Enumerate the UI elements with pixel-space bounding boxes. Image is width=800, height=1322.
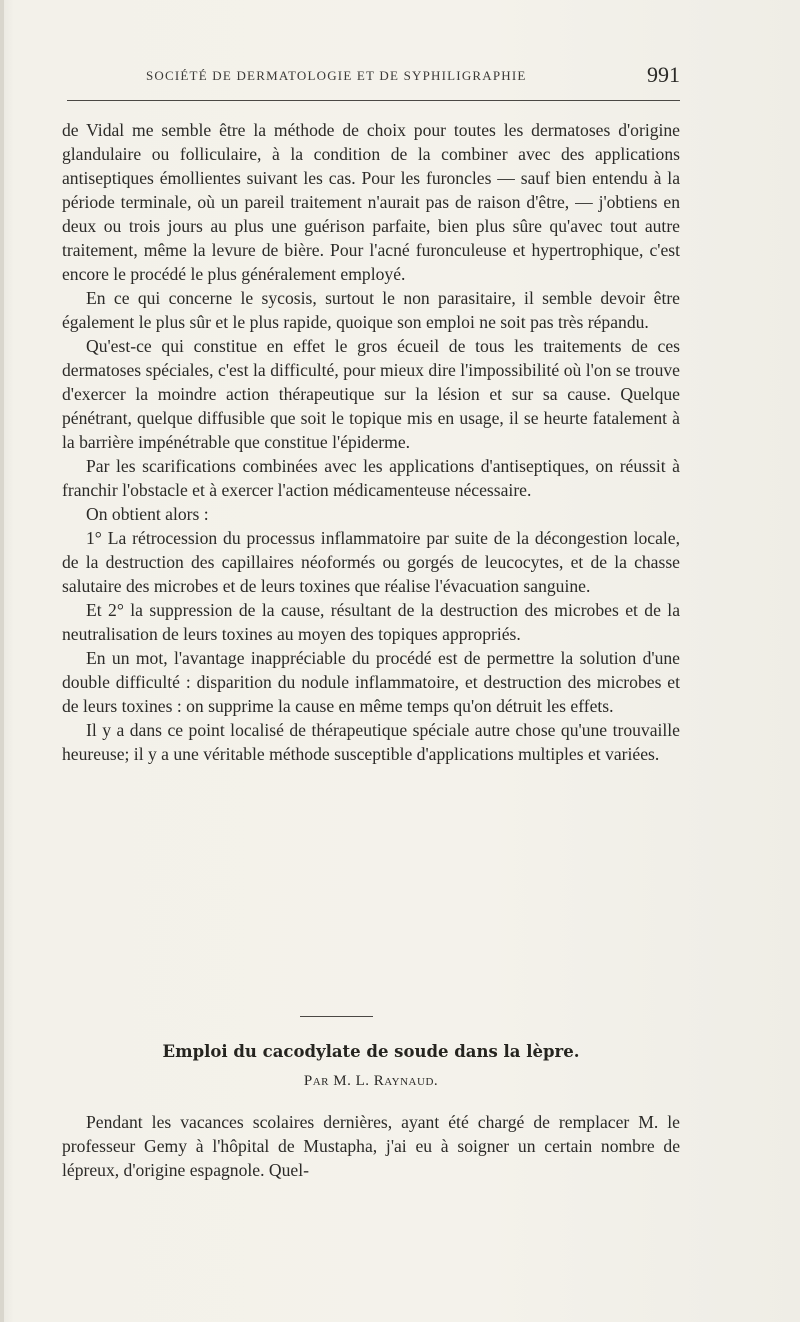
paragraph: Qu'est-ce qui constitue en effet le gros écueil de tous les traitements de ces dermatoses spéciales, c'est la difficulté, pour mieux dire l'impossibilité où l'on se trouve d'exercer la moindre action thérapeutique sur la lésion et sur sa cause. Quelque pénétrant, quelque diffusible que soit le topique mis en usage, il se heurte fatalement à la barrière impénétrable que constitue l'épiderme. bbox=[62, 336, 680, 452]
paragraph: Il y a dans ce point localisé de thérapeutique spéciale autre chose qu'une trouvaille heureuse; il y a une véritable méthode susceptible d'applications multiples et variées. bbox=[62, 720, 680, 764]
header-rule bbox=[67, 100, 680, 101]
article-title: Emploi du cacodylate de soude dans la lèpre. bbox=[162, 1042, 580, 1061]
page-header bbox=[62, 62, 680, 92]
section-separator bbox=[300, 1016, 373, 1017]
paragraph: Par les scarifications combinées avec les applications d'antiseptiques, on réussit à franchir l'obstacle et à exercer l'action médicamenteuse nécessaire. bbox=[62, 456, 680, 500]
main-text bbox=[62, 118, 680, 766]
running-head: SOCIÉTÉ DE DERMATOLOGIE ET DE SYPHILIGRAPHIE bbox=[146, 68, 527, 83]
paragraph: 1° La rétrocession du processus inflammatoire par suite de la décongestion locale, de la destruction des capillaires néoformés ou gorgés de leucocytes, et de la chasse salutaire des microbes et de leurs toxines que réalise l'évacuation sanguine. bbox=[62, 528, 680, 596]
article-text bbox=[62, 1110, 680, 1182]
article-author: Par M. L. Raynaud. bbox=[303, 1073, 439, 1089]
paragraph: En ce qui concerne le sycosis, surtout le non parasitaire, il semble devoir être également le plus sûr et le plus rapide, quoique son emploi ne soit pas très répandu. bbox=[62, 288, 680, 332]
page-number: 991 bbox=[647, 62, 680, 87]
paragraph: de Vidal me semble être la méthode de choix pour toutes les dermatoses d'origine glandulaire ou folliculaire, à la condition de la combiner avec des applications antiseptiques émollientes suivant les cas. Pour les furoncles — sauf bien entendu à la période terminale, où un pareil traitement n'aurait pas de raison d'être, — j'obtiens en deux ou trois jours au plus une guérison parfaite, bien plus sûre qu'avec tout autre traitement, même la levure de bière. Pour l'acné furonculeuse et hypertrophique, c'est encore le procédé le plus généralement employé. bbox=[62, 120, 680, 284]
paragraph: Et 2° la suppression de la cause, résultant de la destruction des microbes et de la neutralisation de leurs toxines au moyen des topiques appropriés. bbox=[62, 600, 680, 644]
paragraph: On obtient alors : bbox=[86, 504, 209, 524]
page-gutter-edge bbox=[0, 0, 4, 1322]
paragraph: En un mot, l'avantage inappréciable du procédé est de permettre la solution d'une double difficulté : disparition du nodule inflammatoire, et destruction des microbes et de leurs toxines : on supprime la cause en même temps qu'on détruit les effets. bbox=[62, 648, 680, 716]
paragraph: Pendant les vacances scolaires dernières, ayant été chargé de remplacer M. le professeur Gemy à l'hôpital de Mustapha, j'ai eu à soigner un certain nombre de lépreux, d'origine espagnole. Quel- bbox=[62, 1112, 680, 1180]
